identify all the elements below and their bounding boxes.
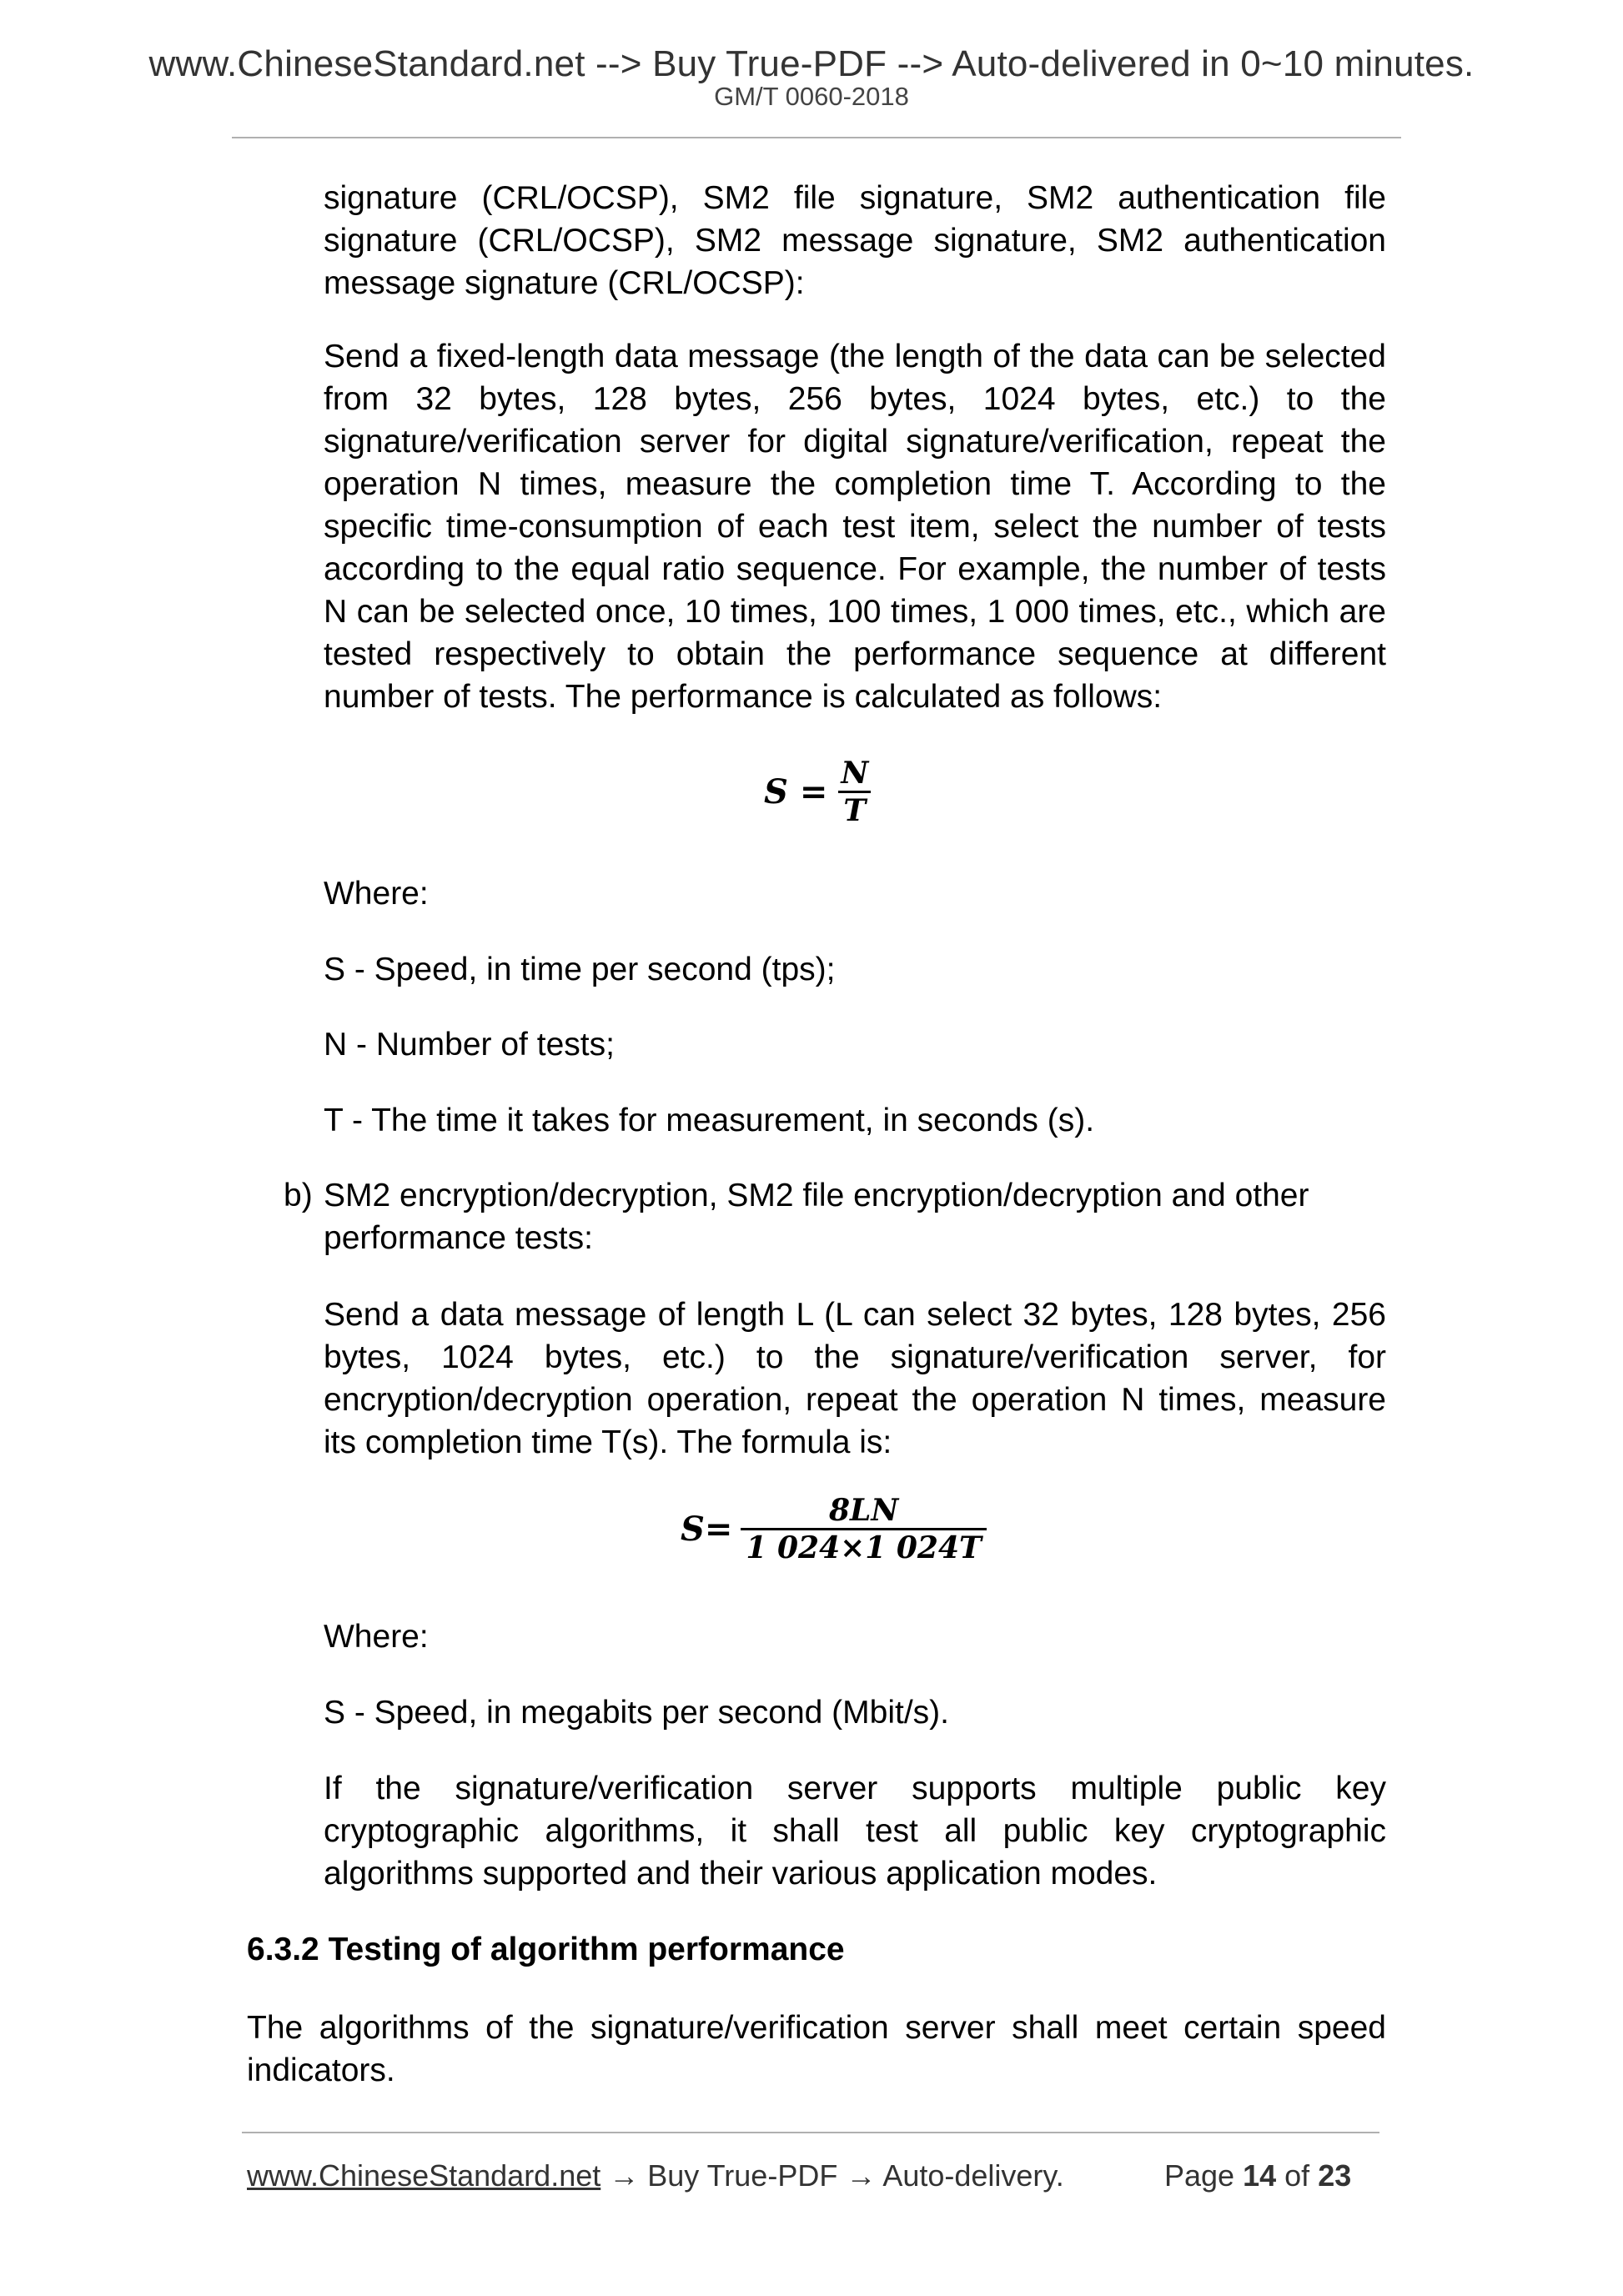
formula-denominator: 1 024×1 024T [741,1528,986,1565]
footer-tagline-text: → Buy True-PDF → Auto-delivery. [600,2158,1064,2193]
speed-formula-mbits [681,1493,987,1565]
footer-tagline [247,2158,1064,2193]
definition-n: N - Number of tests; [324,1027,615,1063]
formula-lhs: S = [764,772,828,811]
list-item-b [284,1174,1386,1259]
page-number: 14 [1243,2158,1277,2193]
section-paragraph: The algorithms of the signature/verification server shall meet certain speed indicators. [247,2010,1386,2088]
page-indicator [1164,2158,1351,2193]
multi-algorithm-paragraph: If the signature/verification server supports multiple public key cryptographic algorithms, it shall test all public key cryptographic algorithms supported and their various application modes. [324,1771,1386,1892]
page-total: 23 [1318,2158,1352,2193]
section-heading: 6.3.2 Testing of algorithm performance [247,1932,845,1967]
formula-numerator: 8LN [828,1493,899,1528]
definition-s-tps: S - Speed, in time per second (tps); [324,952,836,987]
formula-numerator: N [841,756,869,791]
page-label: Page [1164,2158,1235,2193]
where-label: Where: [324,1619,429,1655]
method-b-paragraph: Send a data message of length L (L can select 32 bytes, 128 bytes, 256 bytes, 1024 bytes, etc.) to the signature/verification server, for encryption/decryption operation, repeat the operation N times, measure its completion time T(s). The formula is: [324,1297,1386,1460]
method-a-paragraph: Send a fixed-length data message (the length of the data can be selected from 32 bytes, 128 bytes, 256 bytes, 1024 bytes, etc.) to the signature/verification server for digital signature/verification, repeat the operation N times, measure the completion time T. According to the specific time-consumption of each test item, select the number of tests according to the equal ratio sequence. For example, the number of tests N can be selected once, 10 times, 100 times, 1 000 times, etc., which are tested respectively to obtain the performance sequence at different number of tests. The performance is calculated as follows: [324,339,1386,715]
formula-denominator: T [838,791,871,828]
formula-fraction [741,1493,986,1565]
footer-site-link[interactable]: www.ChineseStandard.net [247,2158,601,2193]
header-banner: www.ChineseStandard.net --> Buy True-PDF --> Auto-delivered in 0~10 minutes. [148,43,1475,84]
definition-s-mbits: S - Speed, in megabits per second (Mbit/s). [324,1695,950,1731]
of-label: of [1284,2158,1310,2193]
formula-lhs: S= [681,1510,733,1549]
formula-fraction [836,756,873,828]
speed-formula-tps [764,756,873,828]
intro-paragraph: signature (CRL/OCSP), SM2 file signature, SM2 authentication file signature (CRL/OCSP), SM2 message signature, SM2 authentication message signature (CRL/OCSP): [324,180,1386,301]
definition-t: T - The time it takes for measurement, in seconds (s). [324,1103,1095,1138]
list-marker: b) [284,1178,313,1213]
footer-divider [242,2132,1379,2133]
list-item-text: SM2 encryption/decryption, SM2 file encryption/decryption and other [324,1178,1309,1213]
where-label: Where: [324,876,429,912]
header-divider [232,137,1401,138]
document-code: GM/T 0060-2018 [714,82,909,111]
list-item-continuation: performance tests: [324,1220,593,1256]
